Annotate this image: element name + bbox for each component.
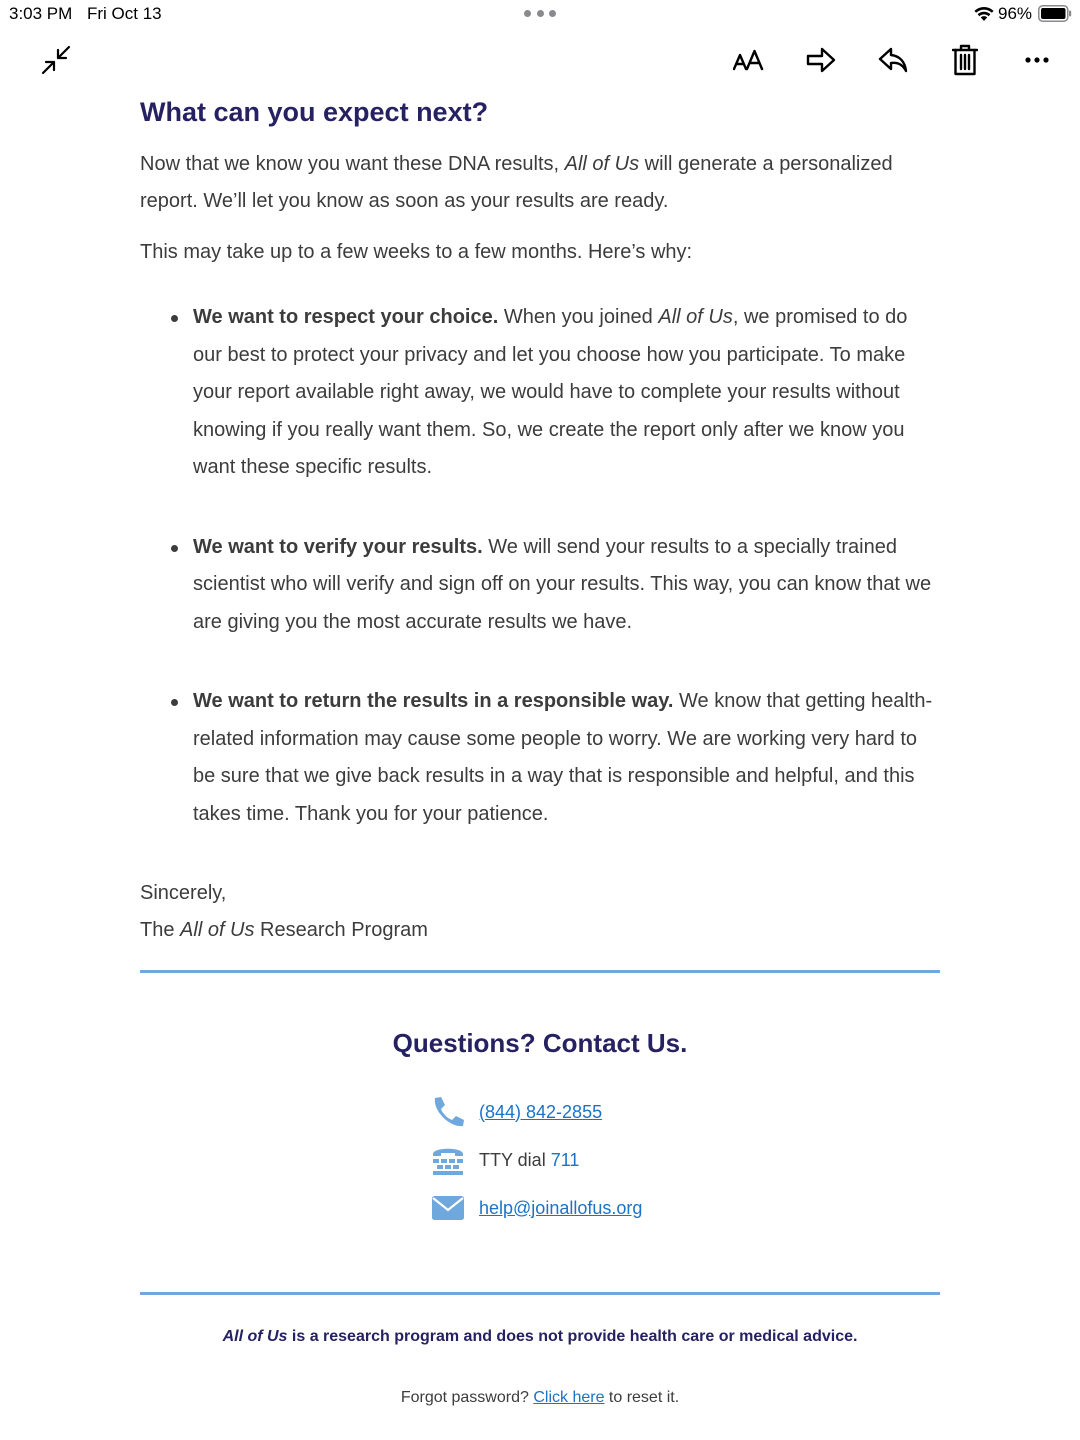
- trash-button[interactable]: [945, 40, 985, 80]
- multitasking-dots-icon[interactable]: [524, 10, 556, 18]
- signature: The All of Us Research Program: [140, 919, 428, 941]
- tty-label: TTY dial: [479, 1149, 546, 1170]
- disclaimer: All of Us is a research program and does not provide health care or medical advice.: [222, 1328, 858, 1345]
- email-link[interactable]: help@joinallofus.org: [479, 1197, 643, 1218]
- contact-email-row: [430, 1191, 642, 1225]
- email-body: [140, 96, 940, 949]
- tty-number[interactable]: 711: [550, 1149, 580, 1170]
- battery-percent: 96%: [998, 4, 1033, 23]
- text-size-button[interactable]: [729, 40, 769, 80]
- envelope-icon: [430, 1191, 466, 1225]
- more-button[interactable]: [1017, 40, 1057, 80]
- list-item: We want to respect your choice. When you joined All of Us, we promised to do our best to protect your privacy and let you choose how you participate. To make your report available right away, we would have to complete your results without knowing if you really want them. So, we create the report only after we know you want these specific results.: [140, 299, 940, 487]
- text-size-icon: [733, 48, 765, 72]
- reset-password-link[interactable]: Click here: [533, 1389, 605, 1406]
- status-date: Fri Oct 13: [87, 4, 162, 23]
- reply-button[interactable]: [873, 40, 913, 80]
- divider: [140, 1292, 940, 1295]
- list-item: We want to verify your results. We will send your results to a specially trained scientist who will verify and sign off on your results. This way, you can know that we are giving you the most accurate results we have.: [140, 529, 940, 642]
- intro-paragraph: Now that we know you want these DNA results, All of Us will generate a personalized report. We’ll let you know as soon as your results are ready.: [140, 153, 893, 212]
- battery-icon: [1038, 5, 1072, 22]
- phone-icon: [430, 1095, 466, 1129]
- forgot-password-text: Forgot password? Click here to reset it.: [400, 1389, 680, 1406]
- forward-button[interactable]: [801, 40, 841, 80]
- contact-phone-row: [430, 1095, 602, 1129]
- phone-link[interactable]: (844) 842-2855: [479, 1101, 603, 1122]
- contact-title: Questions? Contact Us.: [392, 1028, 688, 1058]
- list-item: We want to return the results in a responsible way. We know that getting health-related information may cause some people to worry. We are working very hard to be sure that we give back results in a way that is responsible and helpful, and this takes time. Thank you for your patience.: [140, 683, 940, 833]
- more-icon: [1025, 57, 1049, 63]
- why-paragraph: This may take up to a few weeks to a few months. Here’s why:: [140, 241, 693, 263]
- status-time: 3:03 PM: [9, 4, 73, 23]
- reply-icon: [878, 47, 908, 73]
- collapse-button[interactable]: [36, 40, 76, 80]
- email-heading: What can you expect next?: [140, 97, 489, 127]
- contact-tty-row: [430, 1143, 579, 1177]
- toolbar: [0, 40, 1080, 80]
- tty-icon: [430, 1143, 466, 1177]
- status-bar: [0, 0, 1080, 28]
- forward-icon: [806, 47, 836, 73]
- wifi-icon: [973, 5, 995, 22]
- reasons-list: [140, 299, 940, 833]
- collapse-icon: [41, 45, 71, 75]
- trash-icon: [952, 44, 978, 76]
- divider: [140, 970, 940, 973]
- signoff: Sincerely,: [140, 882, 227, 904]
